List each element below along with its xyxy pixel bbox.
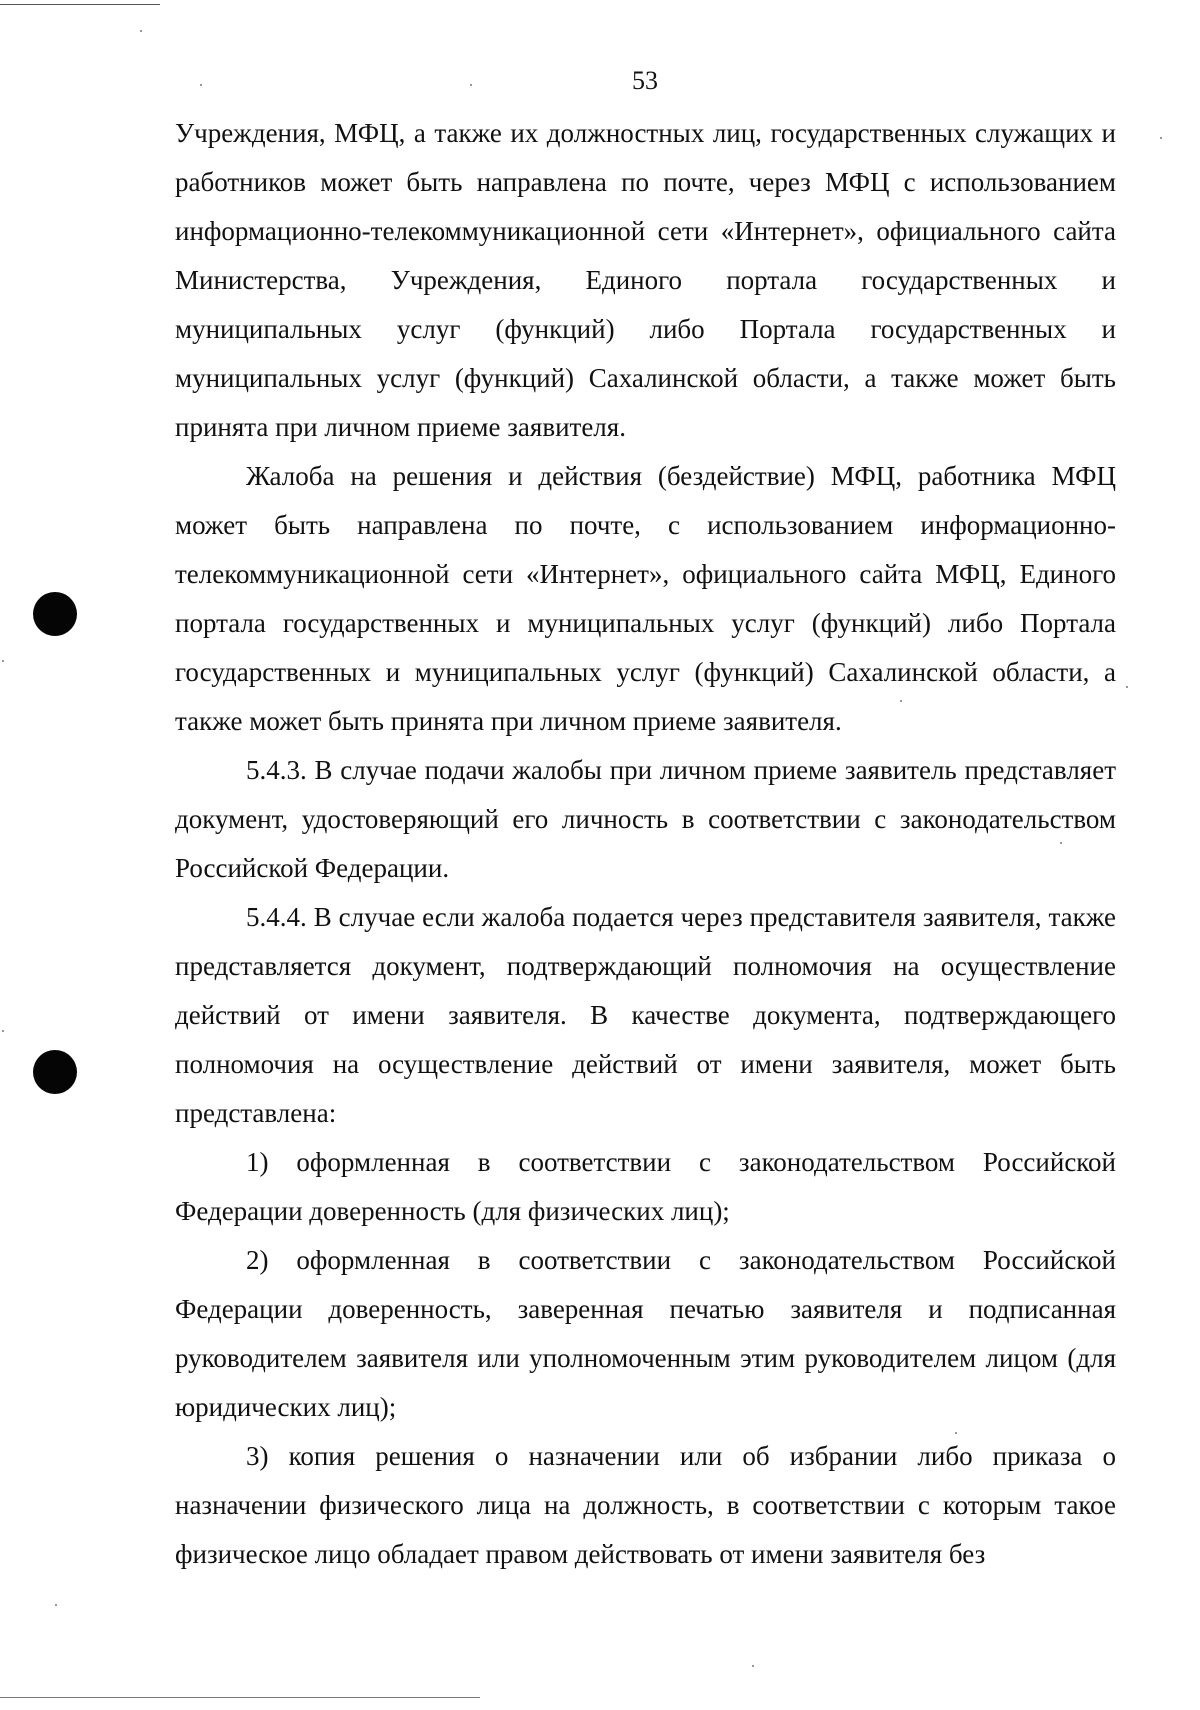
scan-edge-top <box>0 4 160 5</box>
document-body <box>175 109 1116 1579</box>
scan-speck <box>1160 137 1162 139</box>
paragraph-mfc-complaint: Жалоба на решения и действия (бездействие) МФЦ, работника МФЦ может быть направлена по почте, с использованием информационно-телекоммуникационной сети «Интернет», официального сайта МФЦ, Единого портала государственных и муниципальных услуг (функций) либо Портала государственных и муниципальных услуг (функций) Сахалинской области, а также может быть принята при личном приеме заявителя. <box>175 461 1116 736</box>
scan-speck <box>55 1604 57 1606</box>
scan-speck <box>752 1665 754 1667</box>
scan-speck <box>1126 686 1128 688</box>
paragraph-5-4-4: 5.4.4. В случае если жалоба подается через представителя заявителя, также представляется документ, подтверждающий полномочия на осуществление действий от имени заявителя. В качестве документа, подтверждающего полномочия на осуществление действий от имени заявителя, может быть представлена: <box>175 902 1116 1128</box>
scan-edge-bottom <box>0 1697 480 1698</box>
punch-hole-mark <box>33 592 77 636</box>
scan-speck <box>2 1030 4 1032</box>
page-number: 53 <box>632 66 658 95</box>
scan-speck <box>140 30 142 32</box>
paragraph-5-4-3: 5.4.3. В случае подачи жалобы при личном приеме заявитель представляет документ, удостоверяющий его личность в соответствии с законодательством Российской Федерации. <box>175 755 1116 883</box>
scan-speck <box>2 660 4 662</box>
paragraph-continuation: Учреждения, МФЦ, а также их должностных лиц, государственных служащих и работников может быть направлена по почте, через МФЦ с использованием информационно-телекоммуникационной сети «Интернет», официального сайта Министерства, Учреждения, Единого портала государственных и муниципальных услуг (функций) либо Портала государственных и муниципальных услуг (функций) Сахалинской области, а также может быть принята при личном приеме заявителя. <box>175 118 1116 442</box>
punch-hole-mark <box>33 1050 77 1094</box>
list-item-3: 3) копия решения о назначении или об избрании либо приказа о назначении физического лица на должность, в соответствии с которым такое физическое лицо обладает правом действовать от имени заявителя без <box>175 1441 1116 1569</box>
list-item-1: 1) оформленная в соответствии с законодательством Российской Федерации доверенность (для физических лиц); <box>175 1147 1116 1226</box>
list-item-2: 2) оформленная в соответствии с законодательством Российской Федерации доверенность, заверенная печатью заявителя и подписанная руководителем заявителя или уполномоченным этим руководителем лицом (для юридических лиц); <box>175 1245 1116 1422</box>
